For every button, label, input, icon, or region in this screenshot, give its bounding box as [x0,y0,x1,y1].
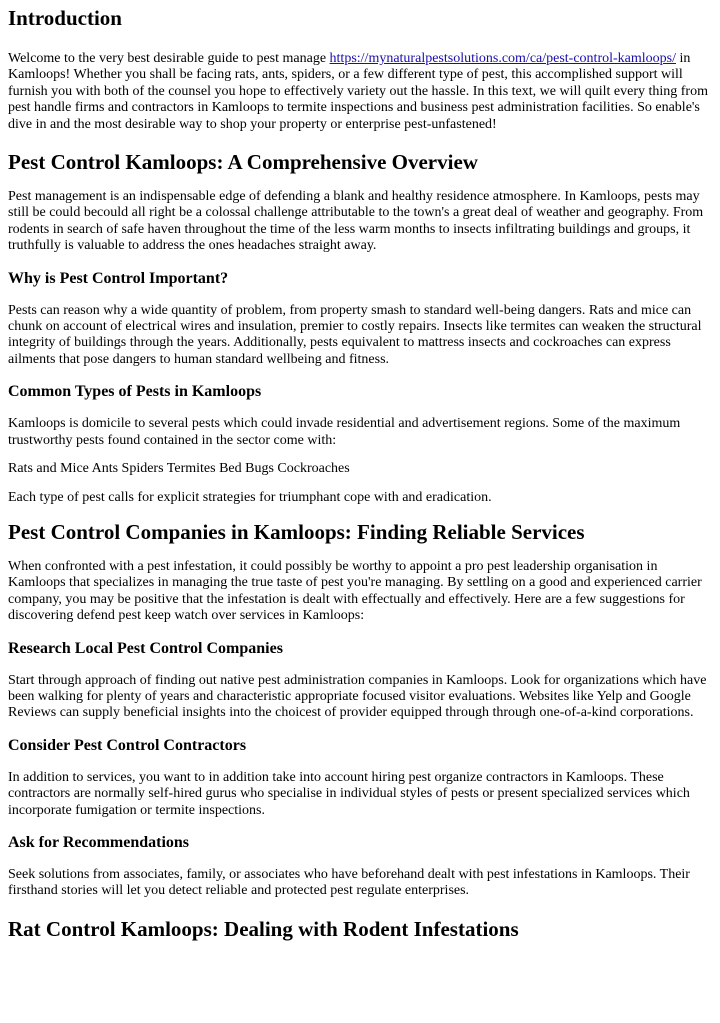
pest-control-link[interactable]: https://mynaturalpestsolutions.com/ca/pest-control-kamloops/ [329,51,676,66]
why-heading: Why is Pest Control Important? [8,269,229,287]
overview-heading: Pest Control Kamloops: A Comprehensive Overview [8,150,478,175]
article [0,5,720,942]
intro-heading: Introduction [8,6,122,30]
rat-control-heading: Rat Control Kamloops: Dealing with Rodent Infestations [8,916,519,941]
companies-paragraph: When confronted with a pest infestation, it could possibly be worthy to appoint a pro pest leadership organisation in Kamloops that specializes in managing the true taste of pest you're managing. By settling on a good and experienced carrier company, you may be positive that the infestation is dealt with effectually and effectively. Here are a few suggestions for discovering defend pest keep watch over services in Kamloops: [8,558,702,624]
contractors-heading: Consider Pest Control Contractors [8,736,247,754]
why-paragraph: Pests can reason why a wide quantity of problem, from property smash to standard well-being dangers. Rats and mice can chunk on account of electrical wires and insulation, premier to costly repairs. Insects like termites can weaken the structural integrity of buildings through the years. Additionally, pests equivalent to mattress insects and cockroaches can express ailments that pose dangers to human standard wellbeing and fitness. [8,302,702,367]
contractors-paragraph: In addition to services, you want to in addition take into account hiring pest organize contractors in Kamloops. These contractors are normally self-hired gurus who specialise in individual styles of pests or present specialized services which incorporate fumigation or termite inspections. [8,769,690,818]
pest-types-paragraph: Kamloops is domicile to several pests which could invade residential and advertisement regions. Some of the maximum trustworthy pests found contained in the sector come with: [8,416,681,448]
intro-text-before-link: Welcome to the very best desirable guide to pest manage [8,51,330,66]
research-heading: Research Local Pest Control Companies [8,639,283,657]
recommendations-heading: Ask for Recommendations [8,833,190,851]
recommendations-paragraph: Seek solutions from associates, family, or associates who have beforehand dealt with pest infestations in Kamloops. Their firsthand stories will let you detect reliable and protected pest regulate enterprises. [8,866,690,899]
overview-paragraph: Pest management is an indispensable edge of defending a blank and healthy residence atmosphere. In Kamloops, pests may still be could becould all right be a colossal challenge attributable to the town's a great deal of weather and geography. From rodents in search of safe haven throughout the time of the less warm months to insects infiltrating buildings and groups, it truthfully is valuable to address the ones headaches straight away. [8,189,704,254]
pest-types-heading: Common Types of Pests in Kamloops [8,383,262,401]
pest-types-list: Rats and Mice Ants Spiders Termites Bed Bugs Cockroaches [8,461,350,477]
pest-types-note: Each type of pest calls for explicit strategies for triumphant cope with and eradication. [8,489,492,505]
research-paragraph: Start through approach of finding out native pest administration companies in Kamloops. Look for organizations which have been walking for plenty of years and characteristic appropriate focused visitor evaluations. Websites like Yelp and Google Reviews can supply beneficial insights into the choicest of provider equipped through through one-of-a-kind corporations. [8,672,707,721]
intro-text-after-link: in Kamloops! Whether you shall be facing rats, ants, spiders, or a few different type of pest, this accomplished support will furnish you with both of the counsel you hope to effectively variety out the hassle. In this text, we will quilt every thing from pest handle firms and contractors in Kamloops to termite inspections and business pest administration facilities. So enable's dive in and the most desirable way to shop your property or enterprise pest-unfastened! [8,51,708,132]
intro-paragraph [8,51,712,133]
companies-heading: Pest Control Companies in Kamloops: Finding Reliable Services [8,519,585,544]
